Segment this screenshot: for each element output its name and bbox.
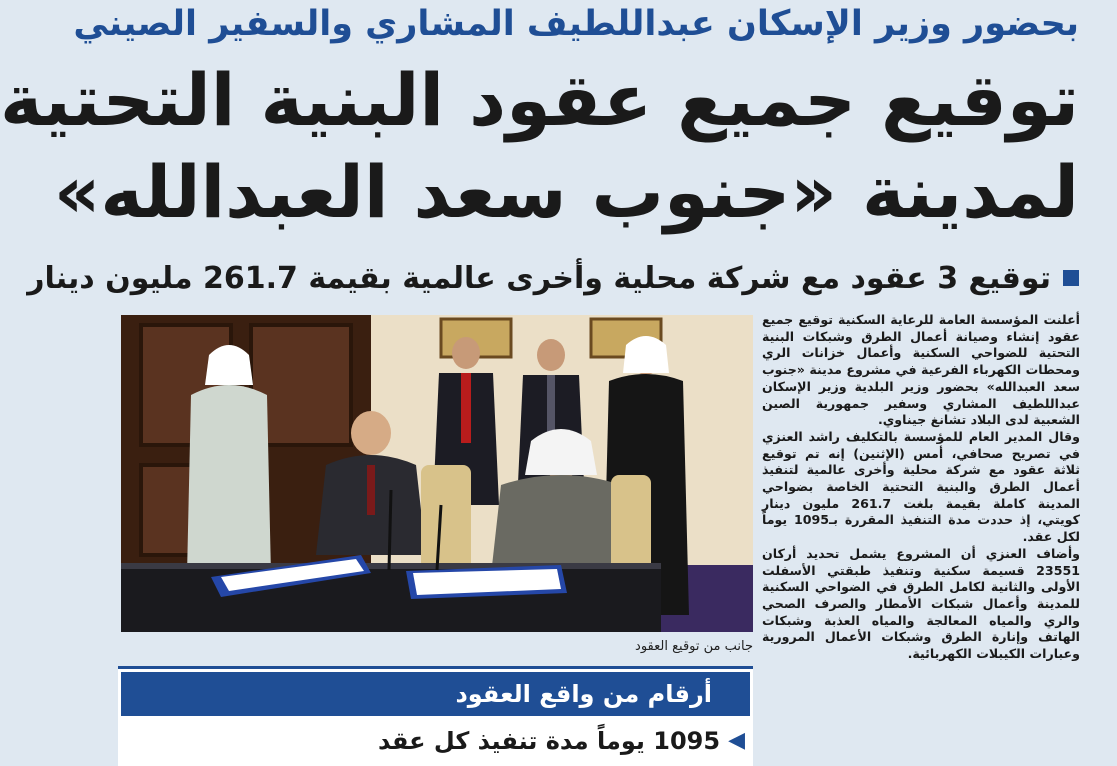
article-paragraph: أعلنت المؤسسة العامة للرعاية السكنية توقيع جميع عقود إنشاء وصيانة أعمال الطرق وشبكات البنية التحتية للضواحي السكنية وأعمال خزانات الري ومحطات الكهرباء الفرعية في مشروع مدينة «جنوب سعد العبدالله» بحضور وزير البلدية وزير الإسكان عبداللطيف المشاري وسفير جمهورية الصين الشعبية لدى البلاد تشانغ جيناوي. — [762, 312, 1080, 428]
subheadline — [27, 257, 1079, 299]
facts-box-title: أرقام من واقع العقود — [121, 672, 750, 716]
kicker: بحضور وزير الإسكان عبداللطيف المشاري والسفير الصيني — [73, 4, 1079, 44]
article-paragraph: وقال المدير العام للمؤسسة بالتكليف راشد العنزي في تصريح صحافي، أمس (الإثنين) إنه تم توقيع ثلاثة عقود مع شركة محلية وأخرى عالمية لتنفيذ أعمال الطرق والبنية التحتية الخاصة بضواحي المدينة كاملة بقيمة بلغت 261.7 مليون دينار كويتي، إذ حددت مدة التنفيذ المقررة بـ1095 يوماً لكل عقد. — [762, 428, 1080, 545]
article-paragraph: وأضاف العنزي أن المشروع يشمل تحديد أركان 23551 قسيمة سكنية وتنفيذ طبقتي الأسفلت الأولى والثانية لكامل الطرق في الضواحي السكنية للمدينة وأعمال شبكات الأمطار والصرف الصحي والري والمياه المعالجة والمياه العذبة وشبكات الهاتف وإنارة الطرق وشبكات الأعمال المرورية وعبارات الكيبلات الكهربائية. — [762, 545, 1080, 662]
signing-ceremony-photo — [121, 315, 753, 632]
photo-illustration — [121, 315, 753, 632]
square-bullet-icon — [1063, 270, 1079, 286]
facts-box-item-text: 1095 يوماً مدة تنفيذ كل عقد — [378, 727, 721, 755]
headline-line-1: توقيع جميع عقود البنية التحتية — [0, 58, 1079, 142]
headline-line-2: لمدينة «جنوب سعد العبدالله» — [53, 150, 1079, 234]
photo-caption: جانب من توقيع العقود — [635, 639, 753, 654]
facts-box-item — [118, 721, 753, 761]
subheadline-text: توقيع 3 عقود مع شركة محلية وأخرى عالمية بقيمة 261.7 مليون دينار — [27, 260, 1051, 296]
triangle-bullet-icon: ◀ — [728, 728, 745, 753]
article-body — [762, 312, 1080, 763]
facts-box — [118, 666, 753, 766]
